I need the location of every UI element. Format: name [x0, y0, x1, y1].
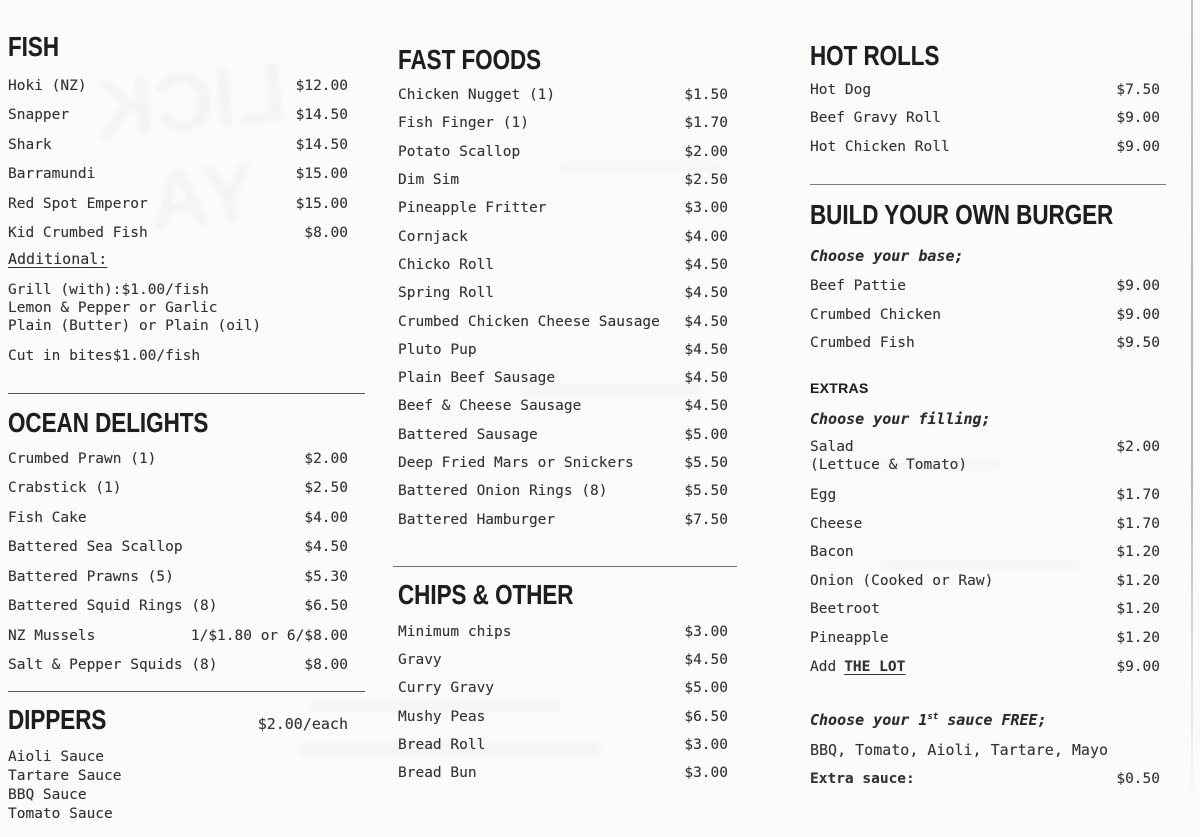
- menu-item-row: [8, 219, 348, 249]
- menu-item-row: [810, 272, 1160, 301]
- menu-item-row: [8, 101, 348, 131]
- item-price: $14.50: [295, 107, 348, 124]
- menu-item-row: [810, 300, 1160, 329]
- dippers-price: $2.00/each: [257, 715, 348, 733]
- bleed-through-watermark: LICK: [90, 46, 291, 157]
- menu-item-row: [8, 71, 348, 101]
- menu-item-row: [8, 533, 348, 563]
- item-name: Hot Chicken Roll: [810, 138, 950, 155]
- item-name: Mushy Peas: [398, 708, 486, 725]
- item-price: $2.00: [1116, 438, 1160, 455]
- item-name: Cut in bites: [8, 348, 113, 364]
- item-name: Red Spot Emperor: [8, 195, 148, 212]
- item-price: $4.50: [304, 539, 348, 556]
- item-name: Battered Onion Rings (8): [398, 483, 608, 500]
- sauce-label-suffix: sauce FREE;: [938, 710, 1047, 729]
- item-name: Salad: [810, 438, 854, 455]
- menu-item-row: [8, 592, 348, 622]
- section-fish: [8, 71, 348, 248]
- item-name: Beef Pattie: [810, 278, 907, 295]
- item-price: $9.00: [1116, 278, 1160, 295]
- item-price: $7.50: [1116, 82, 1160, 99]
- item-name: NZ Mussels: [8, 627, 96, 644]
- menu-item-row-the-lot: [810, 652, 1160, 681]
- menu-item-row: [398, 646, 728, 674]
- section-divider: [393, 566, 737, 567]
- item-name: Chicko Roll: [398, 256, 495, 273]
- item-name: [810, 659, 905, 675]
- bleed-through-watermark: YA: [145, 145, 261, 248]
- menu-item-row: [8, 503, 348, 533]
- section-heading-ocean-delights: OCEAN DELIGHTS: [8, 407, 209, 438]
- menu-item-row: [398, 731, 728, 759]
- menu-item-row: [398, 449, 728, 477]
- item-name: Battered Squid Rings (8): [8, 598, 218, 615]
- section-heading-build-burger: BUILD YOUR OWN BURGER: [810, 198, 1114, 230]
- item-name: Bread Roll: [398, 737, 486, 754]
- item-price: $5.50: [684, 455, 728, 471]
- sauce-item: Tartare Sauce: [8, 768, 122, 784]
- item-name: Curry Gravy: [398, 680, 495, 697]
- burger-filling-label: Choose your filling;: [810, 409, 991, 428]
- item-price: $15.00: [295, 195, 348, 212]
- section-heading-hot-rolls: HOT ROLLS: [810, 40, 940, 71]
- right-column: [810, 0, 1160, 788]
- item-name: Hoki (NZ): [8, 77, 87, 94]
- item-price: $7.50: [684, 511, 728, 528]
- section-divider: [8, 691, 365, 692]
- grill-option: Lemon & Pepper or Garlic: [8, 300, 218, 316]
- item-price: $15.00: [295, 166, 348, 183]
- additional-label: Additional:: [8, 250, 108, 268]
- item-price: $4.50: [684, 256, 728, 273]
- extra-sauce-label: Extra sauce:: [810, 770, 915, 787]
- section-fast-foods: [398, 81, 728, 534]
- menu-item-row: [8, 130, 348, 160]
- section-heading-fast-foods: FAST FOODS: [398, 44, 542, 75]
- item-price: $5.50: [684, 483, 728, 500]
- section-dippers-header: [8, 706, 348, 734]
- extras-label: EXTRAS: [810, 379, 869, 396]
- item-price: $3.00: [684, 623, 728, 640]
- menu-item-row: [810, 439, 1160, 456]
- item-price: $9.00: [1116, 110, 1160, 127]
- menu-item-row: [8, 189, 348, 219]
- section-divider: [8, 393, 365, 394]
- grill-option: Plain (Butter) or Plain (oil): [8, 318, 262, 334]
- menu-item-row: [8, 281, 348, 299]
- item-name: Minimum chips: [398, 623, 512, 640]
- salad-item-block: [810, 439, 1160, 474]
- item-name: Battered Sausage: [398, 426, 538, 443]
- item-price: $4.00: [684, 228, 728, 245]
- menu-item-row: [810, 538, 1160, 567]
- item-name: Cheese: [810, 515, 863, 532]
- left-column: [8, 0, 348, 824]
- menu-item-row: [398, 759, 728, 787]
- menu-item-row: [8, 444, 348, 474]
- item-name: Pluto Pup: [398, 341, 477, 358]
- menu-item-row: [810, 329, 1160, 358]
- item-price: $1.70: [684, 115, 728, 132]
- page-edge-line: [1191, 0, 1193, 812]
- section-heading-chips-other: CHIPS & OTHER: [398, 578, 574, 610]
- item-name: Bacon: [810, 544, 854, 561]
- menu-item-row: [810, 133, 1160, 161]
- sauce-options: BBQ, Tomato, Aioli, Tartare, Mayo: [810, 740, 1109, 759]
- item-price: $6.50: [304, 598, 348, 615]
- item-name: Crumbed Prawn (1): [8, 450, 157, 467]
- the-lot-emphasis: THE LOT: [844, 658, 906, 675]
- item-price: $1.50: [684, 87, 728, 104]
- item-name: Pineapple Fritter: [398, 200, 547, 217]
- menu-item-row: [398, 279, 728, 307]
- item-price: $1.00/fish: [121, 282, 209, 298]
- menu-item-row: [810, 76, 1160, 104]
- menu-item-row: [810, 566, 1160, 595]
- item-price: $9.00: [1116, 306, 1160, 323]
- item-name: Chicken Nugget (1): [398, 87, 556, 104]
- item-price: $4.50: [684, 652, 728, 669]
- item-price: $1.20: [1116, 544, 1160, 561]
- item-price: $2.00: [304, 450, 348, 467]
- item-price: $9.50: [1116, 335, 1160, 352]
- item-price: $3.00: [684, 200, 728, 217]
- burger-fillings: [810, 481, 1160, 681]
- sauce-item: Aioli Sauce: [8, 749, 105, 765]
- item-name: Salt & Pepper Squids (8): [8, 657, 218, 674]
- item-price: $1.20: [1116, 601, 1160, 618]
- item-name: Plain Beef Sausage: [398, 370, 556, 387]
- menu-item-row: [810, 509, 1160, 538]
- item-price: $4.50: [684, 398, 728, 415]
- menu-item-row: [398, 194, 728, 222]
- menu-item-row: [398, 109, 728, 137]
- item-price: $2.50: [304, 480, 348, 497]
- menu-item-row: [8, 347, 348, 365]
- item-price: $4.50: [684, 341, 728, 358]
- extra-sauce-row: [810, 770, 1160, 788]
- item-name: Pineapple: [810, 629, 889, 646]
- item-name: Cornjack: [398, 228, 468, 245]
- menu-item-row: [398, 166, 728, 194]
- burger-base-label: Choose your base;: [810, 246, 964, 265]
- item-name: Hot Dog: [810, 82, 872, 99]
- item-price: $2.50: [684, 172, 728, 189]
- menu-item-row: [398, 364, 728, 392]
- item-name: Crumbed Chicken Cheese Sausage: [398, 313, 660, 330]
- item-price: $5.30: [304, 568, 348, 585]
- item-name: Crumbed Fish: [810, 335, 915, 352]
- item-price: $12.00: [295, 77, 348, 94]
- item-name: Dim Sim: [398, 172, 460, 189]
- item-price: $5.00: [684, 680, 728, 697]
- menu-item-row: [398, 392, 728, 420]
- item-price: $2.00: [684, 143, 728, 160]
- the-lot-prefix: Add: [810, 658, 837, 675]
- item-price: $1.20: [1116, 572, 1160, 589]
- sauce-label-prefix: Choose your 1: [810, 710, 928, 729]
- item-price: $5.00: [684, 426, 728, 443]
- section-hot-rolls: [810, 76, 1160, 161]
- extra-sauce-price: $0.50: [1116, 770, 1160, 787]
- menu-item-row: [398, 251, 728, 279]
- menu-item-row: [8, 160, 348, 190]
- item-price: 1/$1.80 or 6/$8.00: [190, 627, 348, 644]
- item-price: $8.00: [304, 225, 348, 242]
- menu-item-row: [398, 81, 728, 109]
- item-name: Battered Prawns (5): [8, 568, 174, 585]
- menu-item-row: [810, 595, 1160, 624]
- section-ocean-delights: [8, 444, 348, 680]
- menu-item-row: [398, 222, 728, 250]
- item-name: Egg: [810, 486, 837, 503]
- item-name: Onion (Cooked or Raw): [810, 572, 994, 589]
- sauce-item: Tomato Sauce: [8, 806, 113, 822]
- sauce-choice-label: [810, 707, 1160, 730]
- item-name: Crabstick (1): [8, 480, 122, 497]
- item-name: Spring Roll: [398, 285, 495, 302]
- menu-item-row: [810, 481, 1160, 510]
- item-name: Snapper: [8, 107, 70, 124]
- item-price: $9.00: [1116, 138, 1160, 155]
- item-name: Bread Bun: [398, 765, 477, 782]
- sauce-item: BBQ Sauce: [8, 787, 87, 803]
- dippers-sauce-list: [8, 748, 348, 824]
- section-heading-dippers: DIPPERS: [8, 704, 107, 735]
- menu-item-row: [398, 421, 728, 449]
- item-name: Kid Crumbed Fish: [8, 225, 148, 242]
- menu-item-row: [8, 621, 348, 651]
- item-price: $6.50: [684, 708, 728, 725]
- item-price: $9.00: [1116, 658, 1160, 675]
- menu-item-row: [398, 505, 728, 533]
- menu-item-row: [8, 562, 348, 592]
- item-price: $1.70: [1116, 486, 1160, 503]
- item-name: Barramundi: [8, 166, 96, 183]
- item-name: Deep Fried Mars or Snickers: [398, 455, 634, 471]
- menu-item-row: [810, 104, 1160, 132]
- menu-item-row: [8, 651, 348, 681]
- item-name: Beef Gravy Roll: [810, 110, 941, 127]
- menu-item-row: [398, 307, 728, 335]
- middle-column: [398, 0, 728, 788]
- item-name: Beef & Cheese Sausage: [398, 398, 582, 415]
- item-price: $1.70: [1116, 515, 1160, 532]
- burger-bases: [810, 272, 1160, 358]
- item-price: $3.00: [684, 737, 728, 754]
- item-name: Shark: [8, 136, 52, 153]
- menu-item-row: [398, 703, 728, 731]
- item-name: Beetroot: [810, 601, 880, 618]
- item-price: $8.00: [304, 657, 348, 674]
- item-price: $4.50: [684, 313, 728, 330]
- item-name: Fish Cake: [8, 509, 87, 526]
- item-price: $1.20: [1116, 629, 1160, 646]
- item-name: Battered Sea Scallop: [8, 539, 183, 556]
- item-name: Battered Hamburger: [398, 511, 556, 528]
- item-name: Gravy: [398, 652, 442, 669]
- item-price: $4.00: [304, 509, 348, 526]
- item-price: $4.50: [684, 285, 728, 302]
- menu-item-row: [398, 674, 728, 702]
- item-name: Grill (with):: [8, 282, 122, 298]
- grill-options-block: [8, 281, 348, 335]
- section-chips-other: [398, 618, 728, 788]
- item-price: $14.50: [295, 136, 348, 153]
- sauce-label-superscript: st: [927, 711, 939, 722]
- section-heading-fish: FISH: [8, 31, 60, 62]
- menu-item-row: [810, 624, 1160, 653]
- item-subtext: (Lettuce & Tomato): [810, 456, 968, 473]
- item-name: Fish Finger (1): [398, 115, 529, 132]
- section-divider: [810, 184, 1166, 185]
- item-price: $3.00: [684, 765, 728, 782]
- item-price: $1.00/fish: [112, 348, 201, 364]
- menu-item-row: [398, 336, 728, 364]
- item-name: Crumbed Chicken: [810, 306, 941, 323]
- menu-item-row: [8, 474, 348, 504]
- item-name: Potato Scallop: [398, 143, 521, 160]
- menu-item-row: [398, 477, 728, 505]
- menu-item-row: [398, 138, 728, 166]
- menu-item-row: [398, 618, 728, 646]
- item-price: $4.50: [684, 370, 728, 387]
